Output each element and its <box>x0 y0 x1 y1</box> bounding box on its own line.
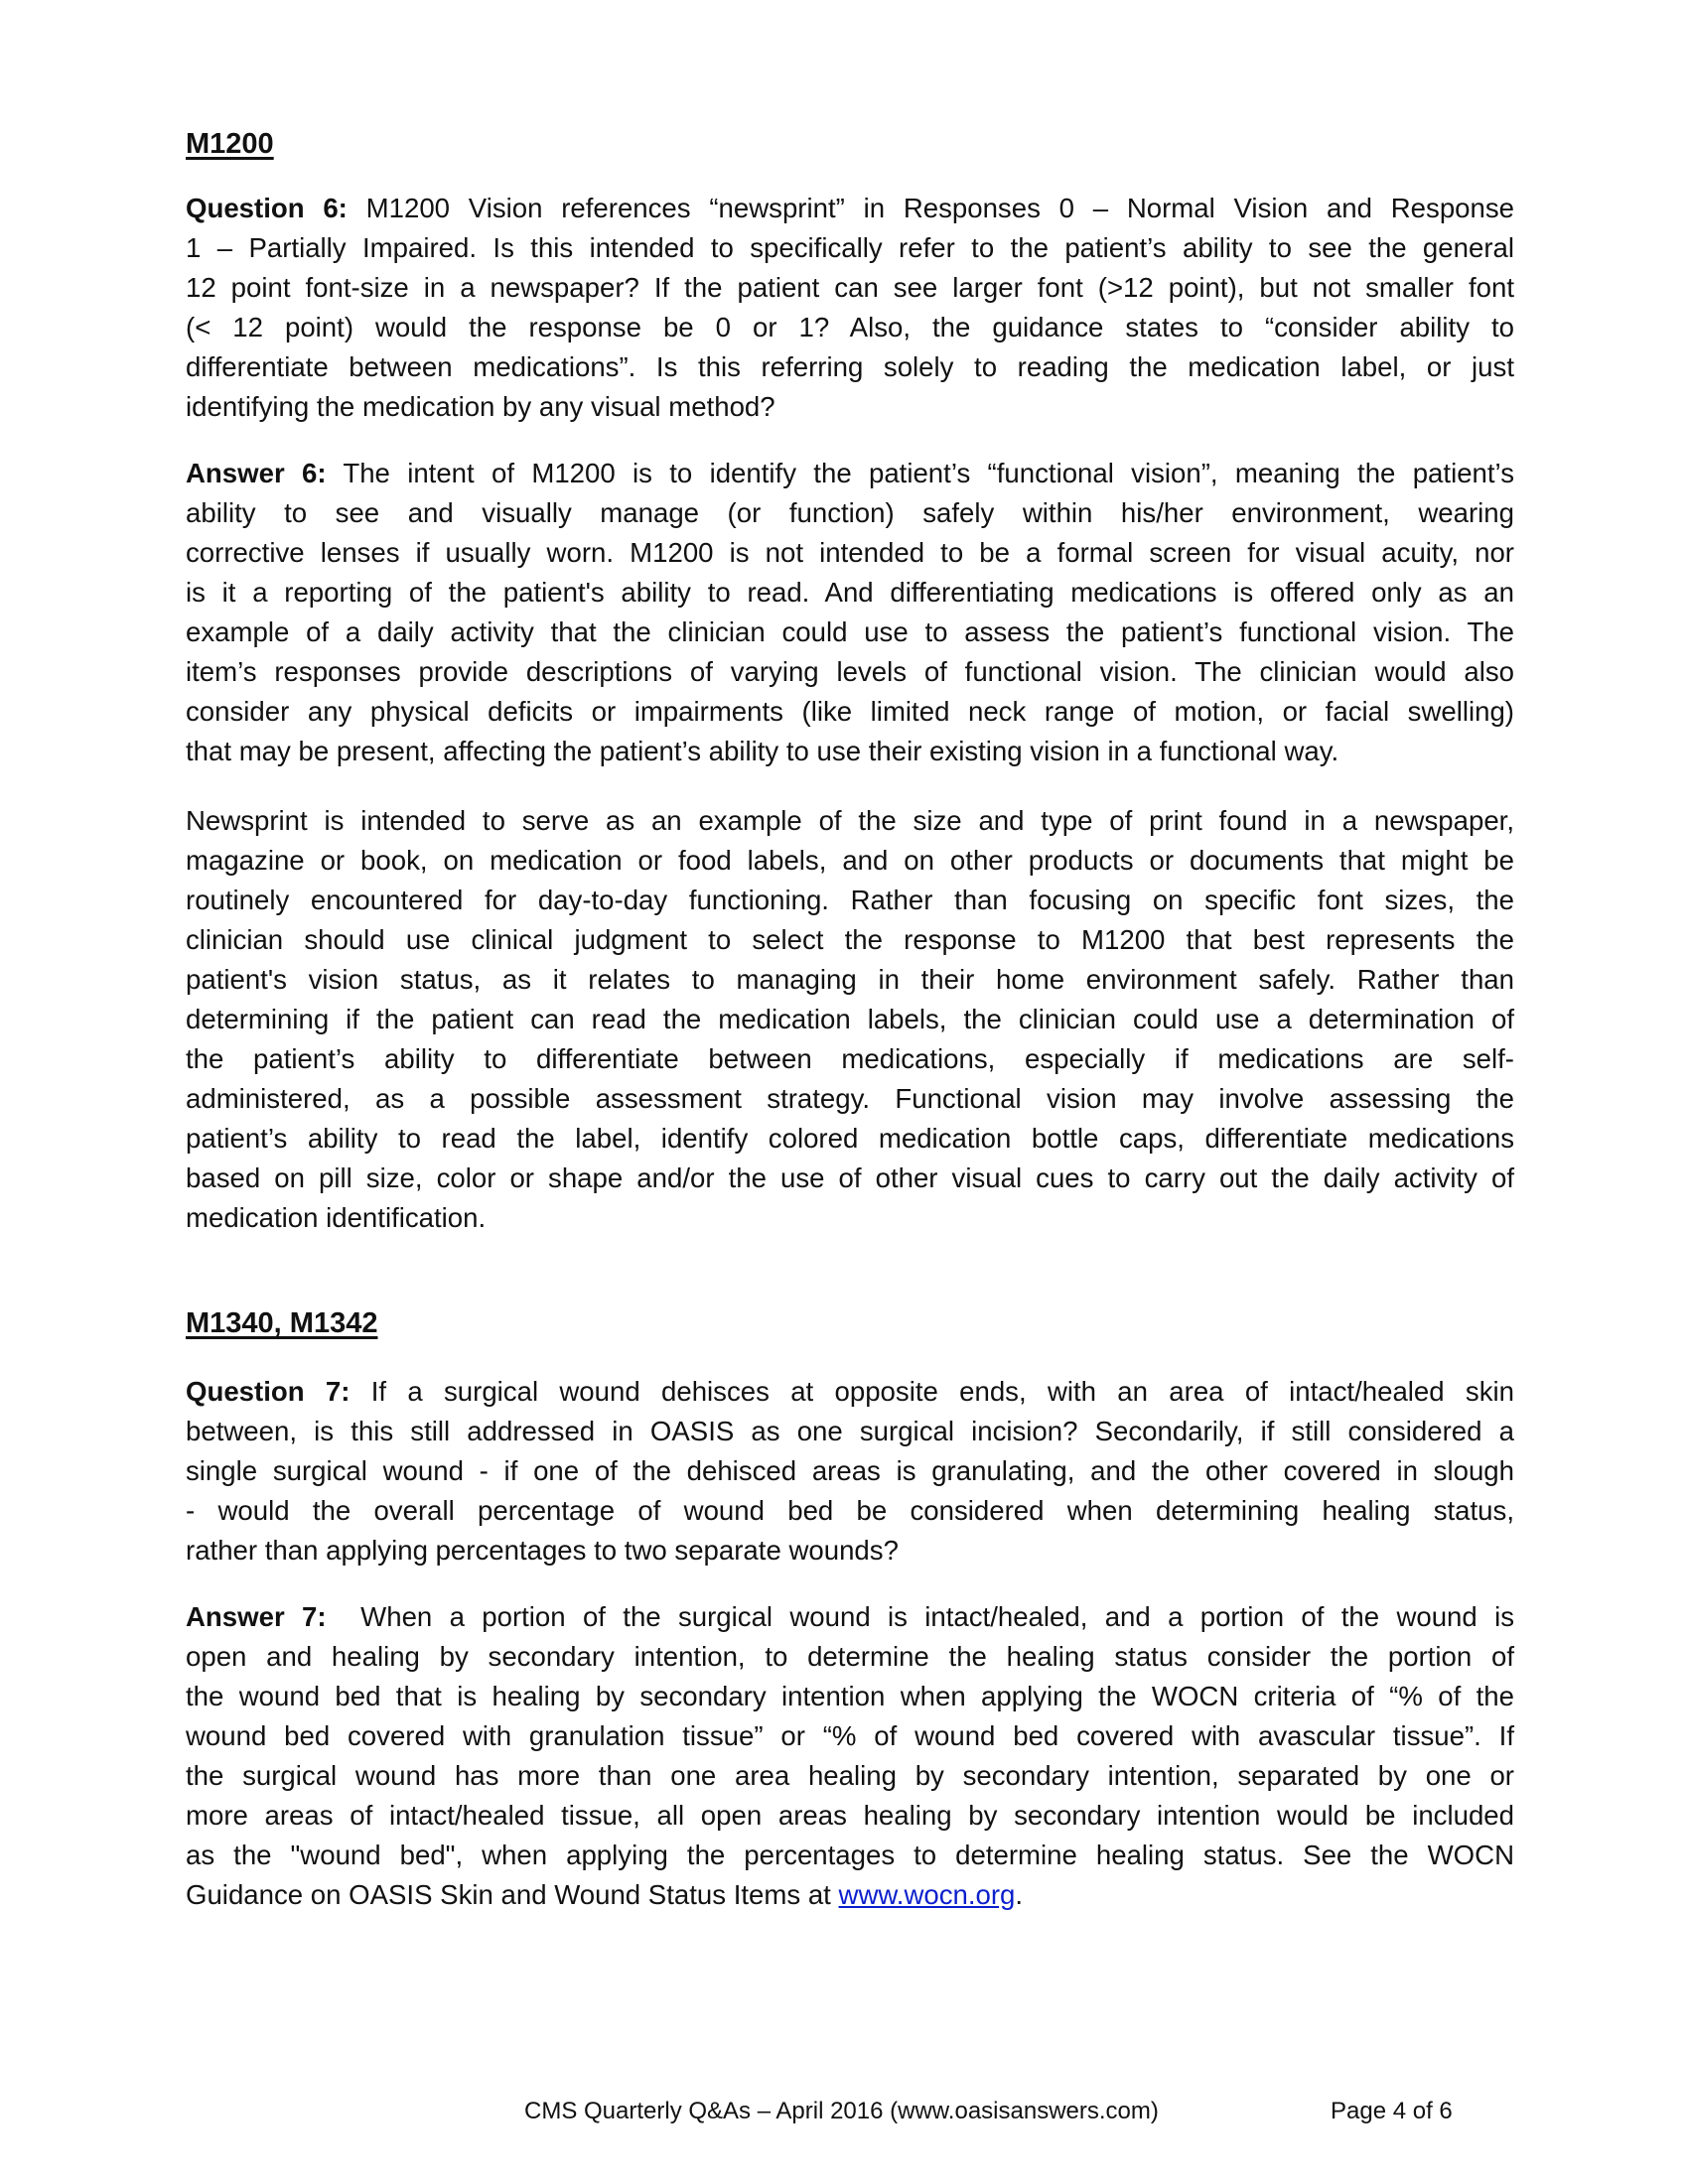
question-6-line: differentiate between medications”. Is this referring solely to reading the medication label, or just <box>186 351 1514 382</box>
newsprint-line: clinician should use clinical judgment to select the response to M1200 that best represents the <box>186 924 1514 955</box>
question-7-line: Question 7: If a surgical wound dehisces at opposite ends, with an area of intact/healed skin <box>186 1376 1514 1407</box>
newsprint-line: medication identification. <box>186 1202 487 1233</box>
question-6 <box>186 189 1514 427</box>
answer-6-line: consider any physical deficits or impairments (like limited neck range of motion, or facial swelling) <box>186 696 1514 727</box>
answer-6-line: item’s responses provide descriptions of varying levels of functional vision. The clinician would also <box>186 656 1514 687</box>
answer-7-line: open and healing by secondary intention, to determine the healing status consider the portion of <box>186 1641 1514 1672</box>
answer-6 <box>186 454 1514 771</box>
answer-6-line: example of a daily activity that the clinician could use to assess the patient’s functional vision. The <box>186 616 1514 647</box>
question-6-label: Question 6: <box>186 193 348 223</box>
answer-6-line: Answer 6: The intent of M1200 is to identify the patient’s “functional vision”, meaning the patient’s <box>186 458 1514 488</box>
answer-7-line: more areas of intact/healed tissue, all open areas healing by secondary intention would be included <box>186 1800 1514 1831</box>
newsprint-line: patient’s ability to read the label, identify colored medication bottle caps, differentiate medications <box>186 1123 1514 1154</box>
answer-6-line: is it a reporting of the patient's ability to read. And differentiating medications is offered only as an <box>186 577 1514 608</box>
answer-7-line: the wound bed that is healing by secondary intention when applying the WOCN criteria of “% of the <box>186 1681 1514 1711</box>
answer-7-line: the surgical wound has more than one area healing by secondary intention, separated by one or <box>186 1760 1514 1791</box>
newsprint-line: determining if the patient can read the medication labels, the clinician could use a determination of <box>186 1004 1514 1034</box>
question-6-line: identifying the medication by any visual method? <box>186 391 775 422</box>
question-7-line: single surgical wound - if one of the dehisced areas is granulating, and the other covered in slough <box>186 1455 1514 1486</box>
answer-7-line: Guidance on OASIS Skin and Wound Status Items at www.wocn.org. <box>186 1879 1024 1910</box>
newsprint-line: based on pill size, color or shape and/or the use of other visual cues to carry out the daily activity of <box>186 1162 1514 1193</box>
answer-6-label: Answer 6: <box>186 458 327 488</box>
question-7-line: - would the overall percentage of wound bed be considered when determining healing status, <box>186 1495 1514 1526</box>
newsprint-paragraph <box>186 801 1514 1238</box>
question-6-line: (< 12 point) would the response be 0 or 1? Also, the guidance states to “consider ability to <box>186 312 1514 342</box>
question-6-line: 12 point font-size in a newspaper? If the patient can see larger font (>12 point), but not smaller font <box>186 272 1514 303</box>
section-heading-m1340-m1342: M1340, M1342 <box>186 1307 378 1339</box>
question-7-line: between, is this still addressed in OASIS as one surgical incision? Secondarily, if still considered a <box>186 1416 1514 1446</box>
newsprint-line: the patient’s ability to differentiate between medications, especially if medications are self- <box>186 1043 1514 1074</box>
question-6-line: 1 – Partially Impaired. Is this intended to specifically refer to the patient’s ability to see the general <box>186 232 1514 263</box>
answer-6-line: ability to see and visually manage (or function) safely within his/her environment, wearing <box>186 497 1514 528</box>
newsprint-line: Newsprint is intended to serve as an example of the size and type of print found in a newspaper, <box>186 805 1514 836</box>
newsprint-line: administered, as a possible assessment strategy. Functional vision may involve assessing the <box>186 1083 1514 1114</box>
newsprint-line: magazine or book, on medication or food labels, and on other products or documents that might be <box>186 845 1514 876</box>
answer-7-line: as the "wound bed", when applying the percentages to determine healing status. See the WOCN <box>186 1840 1514 1870</box>
wocn-link[interactable]: www.wocn.org <box>838 1879 1016 1910</box>
question-7-line: rather than applying percentages to two separate wounds? <box>186 1535 899 1566</box>
section-heading-m1200: M1200 <box>186 128 274 160</box>
question-7-label: Question 7: <box>186 1376 351 1407</box>
question-7 <box>186 1372 1514 1570</box>
page-number: Page 4 of 6 <box>1331 2098 1453 2124</box>
answer-7 <box>186 1597 1514 1915</box>
newsprint-line: routinely encountered for day-to-day functioning. Rather than focusing on specific font sizes, the <box>186 885 1514 915</box>
answer-6-line: that may be present, affecting the patient’s ability to use their existing vision in a functional way. <box>186 736 1339 766</box>
newsprint-line: patient's vision status, as it relates to managing in their home environment safely. Rather than <box>186 964 1514 995</box>
answer-6-line: corrective lenses if usually worn. M1200 is not intended to be a formal screen for visual acuity, nor <box>186 537 1514 568</box>
answer-7-line: Answer 7: When a portion of the surgical wound is intact/healed, and a portion of the wound is <box>186 1601 1514 1632</box>
question-6-line: Question 6: M1200 Vision references “newsprint” in Responses 0 – Normal Vision and Response <box>186 193 1515 223</box>
answer-7-label: Answer 7: <box>186 1601 327 1632</box>
answer-7-line: wound bed covered with granulation tissue” or “% of wound bed covered with avascular tissue”. If <box>186 1720 1514 1751</box>
footer-source: CMS Quarterly Q&As – April 2016 (www.oasisanswers.com) <box>524 2098 1159 2124</box>
